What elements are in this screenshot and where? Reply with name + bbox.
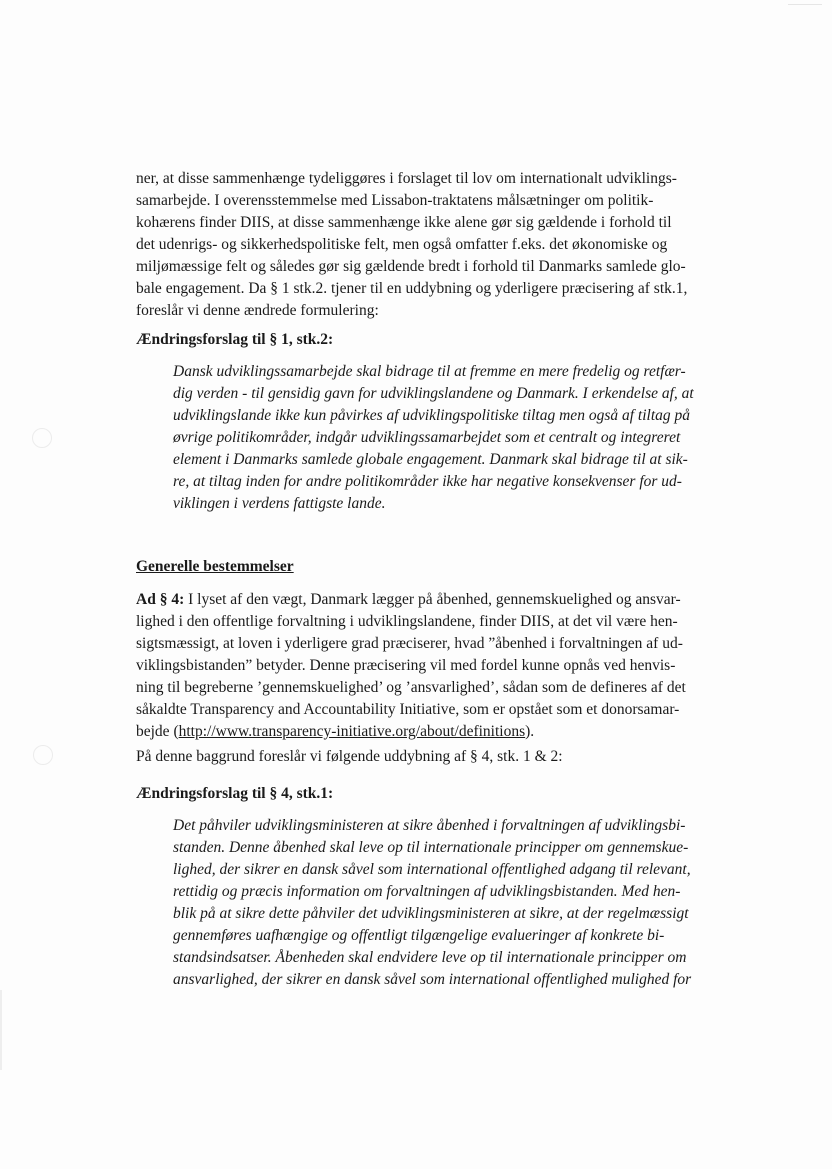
ad4-last-suffix: ). xyxy=(525,723,535,740)
text-line: miljømæssige felt og således gør sig gældende bredt i forhold til Danmarks samlede glo- xyxy=(136,258,686,275)
quote-line: udviklingslande ikke kun påvirkes af udviklingspolitiske tiltag men også af tiltag på xyxy=(173,407,691,424)
transparency-initiative-link[interactable]: http://www.transparency-initiative.org/about/definitions xyxy=(178,723,526,740)
amendment-heading-1-2: Ændringsforslag til § 1, stk.2: xyxy=(136,331,334,348)
intro-paragraph xyxy=(136,168,696,322)
text-line: viklingsbistanden” betyder. Denne præcisering vil med fordel kunne opnås ved henvis- xyxy=(136,657,676,674)
quote-line: rettidig og præcis information om forvaltningen af udviklingsbistanden. Med hen- xyxy=(173,883,681,900)
text-line xyxy=(136,721,696,743)
quote-line: lighed, der sikrer en dansk såvel som international offentlighed adgang til relevant, xyxy=(173,861,691,878)
quote-line: standsindsatser. Åbenheden skal endvidere leve op til internationale principper om xyxy=(173,949,687,966)
text-line: foreslår vi denne ændrede formulering: xyxy=(136,302,379,319)
text-line: kohærens finder DIIS, at disse sammenhænge ikke alene gør sig gældende i forhold til xyxy=(136,214,672,231)
quote-line: viklingen i verdens fattigste lande. xyxy=(173,495,386,512)
ad4-paragraph xyxy=(136,589,696,743)
text-line: såkaldte Transparency and Accountability Initiative, som er opstået som et donorsamar- xyxy=(136,701,680,718)
text-line: samarbejde. I overensstemmelse med Lissabon-traktatens målsætninger om politik- xyxy=(136,192,654,209)
quote-line: gennemføres uafhængige og offentligt tilgængelige evalueringer af konkrete bi- xyxy=(173,927,665,944)
quote-line: Dansk udviklingssamarbejde skal bidrage til at fremme en mere fredelig og retfær- xyxy=(173,363,686,380)
quote-line: øvrige politikområder, indgår udviklingssamarbejdet som et centralt og integreret xyxy=(173,429,681,446)
text-line xyxy=(136,589,696,611)
quote-line: Det påhviler udviklingsministeren at sikre åbenhed i forvaltningen af udviklingsbi- xyxy=(173,817,686,834)
scan-mark-lower xyxy=(33,745,53,765)
ad4-label: Ad § 4: xyxy=(136,591,185,608)
amendment-text-1-2 xyxy=(173,361,708,515)
text-line: lighed i den offentlige forvaltning i udviklingslandene, finder DIIS, at det vil være hen- xyxy=(136,613,678,630)
scan-mark-upper xyxy=(32,428,52,448)
quote-line: dig verden - til gensidig gavn for udviklingslandene og Danmark. I erkendelse af, at xyxy=(173,385,694,402)
amendment-text-4-1 xyxy=(173,815,708,991)
quote-line: element i Danmarks samlede globale engagement. Danmark skal bidrage til at sik- xyxy=(173,451,688,468)
baggrund-paragraph xyxy=(136,746,696,768)
scan-edge xyxy=(0,990,2,1070)
section-title: Generelle bestemmelser xyxy=(136,558,294,575)
text-line: På denne baggrund foreslår vi følgende uddybning af § 4, stk. 1 & 2: xyxy=(136,748,563,765)
text-line: sigtsmæssigt, at loven i yderligere grad præciserer, hvad ”åbenhed i forvaltningen af ud- xyxy=(136,635,683,652)
text-line: ner, at disse sammenhænge tydeliggøres i forslaget til lov om internationalt udviklings- xyxy=(136,170,677,187)
quote-line: ansvarlighed, der sikrer en dansk såvel som international offentlighed mulighed for xyxy=(173,971,692,988)
text-line: ning til begreberne ’gennemskuelighed’ og ’ansvarlighed’, sådan som de defineres af det xyxy=(136,679,686,696)
quote-line: standen. Denne åbenhed skal leve op til internationale principper om gennemskue- xyxy=(173,839,689,856)
quote-line: re, at tiltag inden for andre politikområder ikke har negative konsekvenser for ud- xyxy=(173,473,682,490)
ad4-first-line: I lyset af den vægt, Danmark lægger på åbenhed, gennemskuelighed og ansvar- xyxy=(184,591,681,608)
amendment-heading-4-1: Ændringsforslag til § 4, stk.1: xyxy=(136,785,334,802)
quote-line: blik på at sikre dette påhviler det udviklingsministeren at sikre, at der regelmæssigt xyxy=(173,905,689,922)
text-line: bale engagement. Da § 1 stk.2. tjener til en uddybning og yderligere præcisering af stk.1, xyxy=(136,280,688,297)
ad4-last-prefix: bejde ( xyxy=(136,723,179,740)
scan-corner-line xyxy=(788,4,822,5)
text-line: det udenrigs- og sikkerhedspolitiske felt, men også omfatter f.eks. det økonomiske og xyxy=(136,236,668,253)
